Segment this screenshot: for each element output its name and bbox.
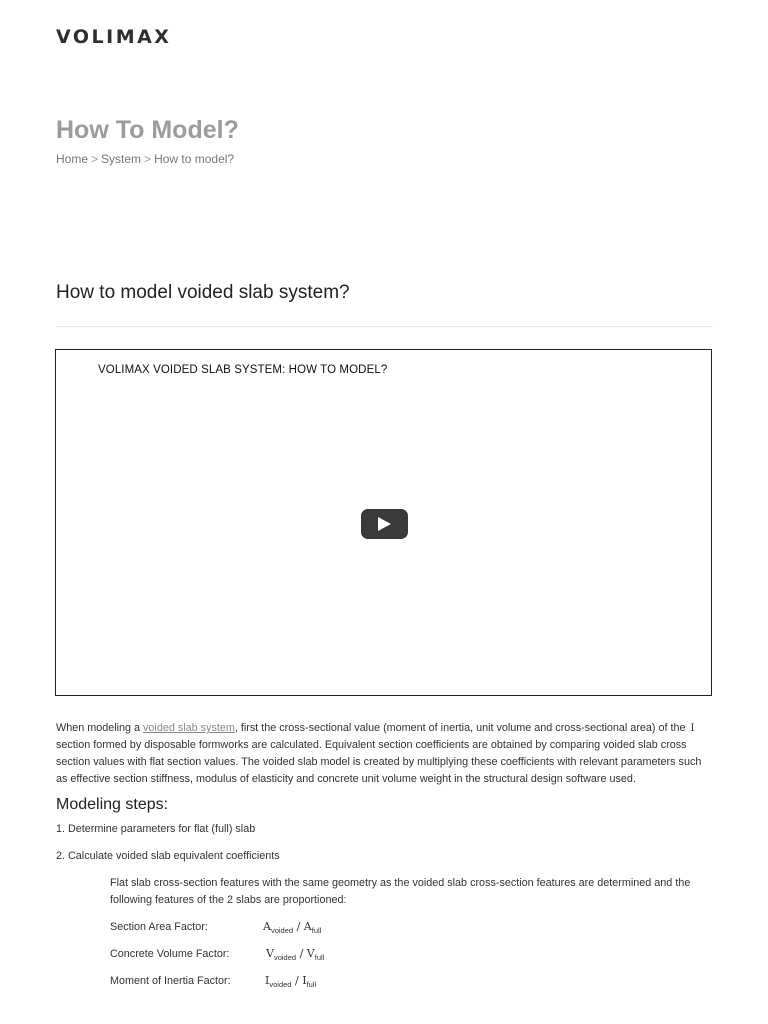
play-button[interactable]	[361, 509, 408, 539]
modeling-steps-heading: Modeling steps:	[56, 796, 169, 813]
voided-slab-system-link[interactable]: voided slab system	[143, 722, 235, 734]
intro-text-middle: , first the cross-sectional value (moment of inertia, unit volume and cross-sectional area) of the	[234, 722, 686, 734]
breadcrumb-separator: >	[144, 152, 152, 166]
step-1: 1. Determine parameters for flat (full) slab	[56, 823, 256, 835]
breadcrumb-separator: >	[91, 152, 99, 166]
section-title: How to model voided slab system?	[56, 282, 350, 303]
video-embed[interactable]	[55, 349, 712, 696]
breadcrumb-current: How to model?	[154, 152, 235, 166]
divider	[56, 326, 713, 327]
intro-paragraph	[56, 720, 713, 788]
moment-of-inertia-factor-label: Moment of Inertia Factor:	[110, 975, 231, 987]
volimax-logo[interactable]: VOLIMAX	[56, 26, 172, 48]
breadcrumb	[56, 152, 234, 166]
concrete-volume-factor-formula: $V_{voided} / V_{full}$	[266, 947, 325, 963]
page-title: How To Model?	[56, 116, 239, 144]
breadcrumb-system[interactable]: System	[101, 152, 142, 166]
video-title[interactable]: VOLIMAX VOIDED SLAB SYSTEM: HOW TO MODEL?	[98, 364, 388, 376]
intro-text-start: When modeling a	[56, 722, 144, 734]
breadcrumb-home[interactable]: Home	[56, 152, 89, 166]
step-2-description: Flat slab cross-section features with the same geometry as the voided slab cross-section features are determined and the following features of the 2 slabs are proportioned:	[110, 877, 691, 906]
section-area-factor-formula: $A_{voided} / A_{full}$	[263, 920, 322, 936]
section-area-factor-label: Section Area Factor:	[110, 921, 208, 933]
concrete-volume-factor-label: Concrete Volume Factor:	[110, 948, 230, 960]
step-2: 2. Calculate voided slab equivalent coefficients	[56, 850, 280, 862]
section-symbol: I	[690, 723, 695, 734]
intro-text-rest: section formed by disposable formworks are calculated. Equivalent section coefficients are obtained by comparing voided slab cross section values with flat section values. The voided slab model is created by multiplying these coefficients with relevant parameters such as effective section stiffness, modulus of elasticity and concrete unit volume weight in the structural design software used.	[56, 739, 702, 785]
play-icon	[378, 517, 391, 531]
moment-of-inertia-factor-formula: $I_{voided} / I_{full}$	[265, 974, 317, 990]
